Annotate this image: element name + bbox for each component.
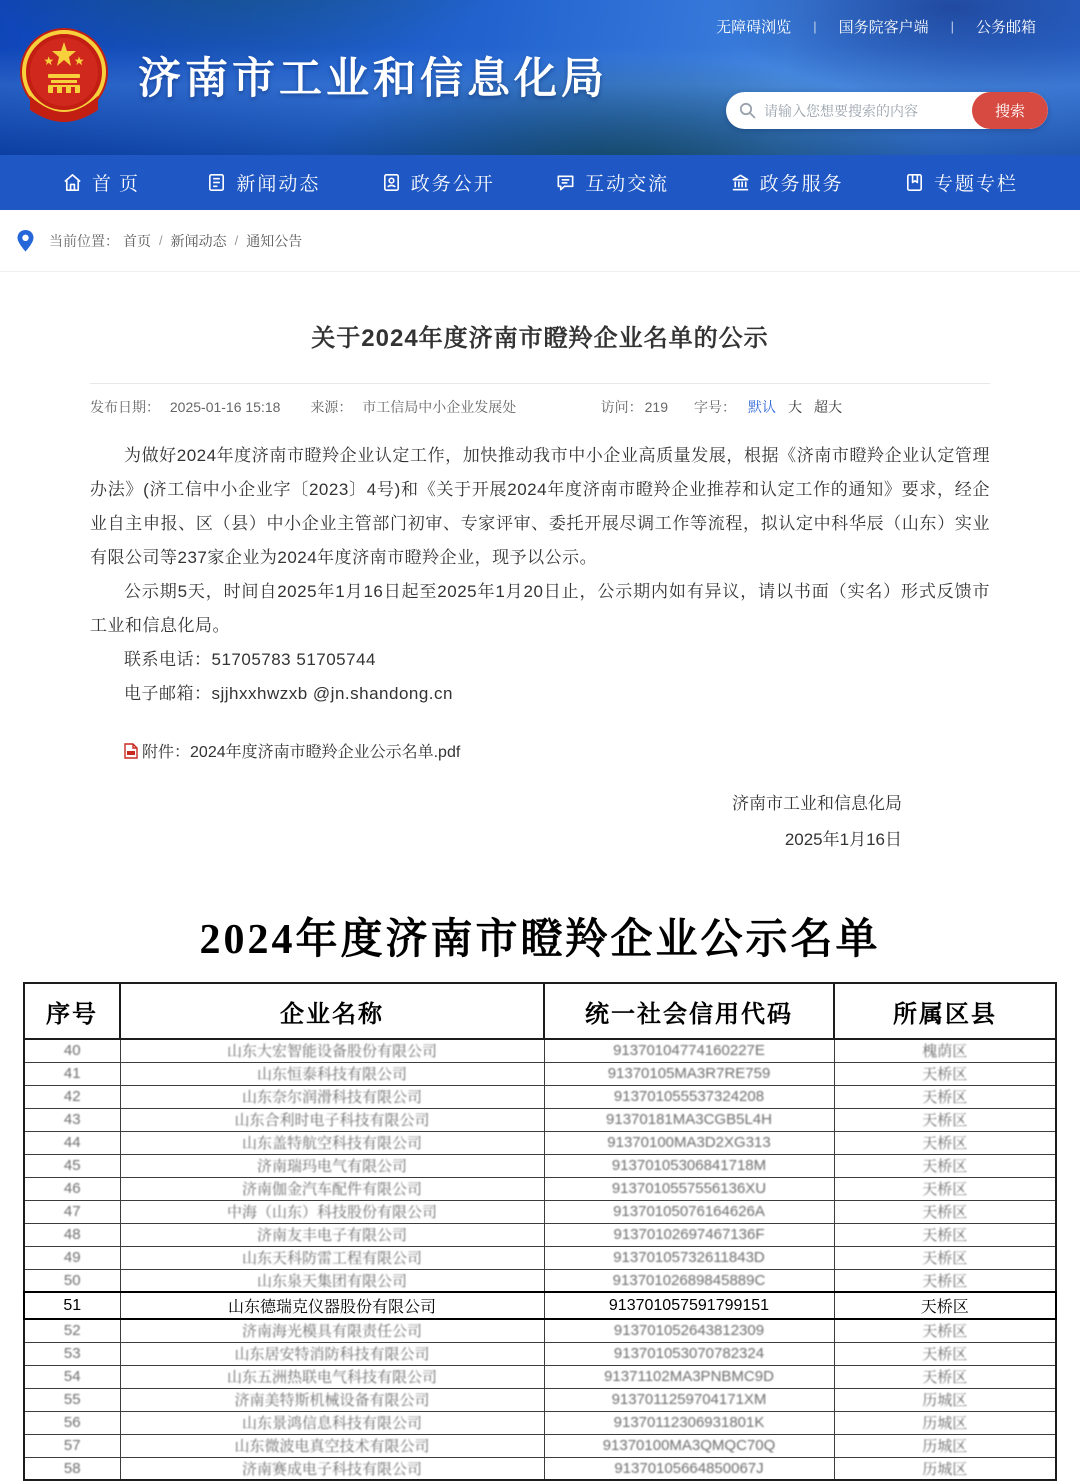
cell-no: 56	[24, 1411, 120, 1434]
cell-no: 55	[24, 1388, 120, 1411]
utility-links	[694, 16, 1058, 37]
cell-district: 天桥区	[834, 1292, 1056, 1319]
cell-credit-code: 9137010557556136XU	[544, 1177, 834, 1200]
header-company-name: 企业名称	[120, 983, 544, 1039]
cell-company-name: 山东微波电真空技术有限公司	[120, 1434, 544, 1457]
cell-no: 44	[24, 1131, 120, 1154]
cell-company-name: 中海（山东）科技股份有限公司	[120, 1200, 544, 1223]
breadcrumb-separator: /	[234, 233, 239, 248]
location-pin-icon	[16, 229, 35, 253]
cell-district: 天桥区	[834, 1223, 1056, 1246]
cell-district: 历城区	[834, 1411, 1056, 1434]
cell-credit-code: 913701057591799151	[544, 1292, 834, 1319]
cell-no: 41	[24, 1062, 120, 1085]
cell-company-name: 山东居安特消防科技有限公司	[120, 1342, 544, 1365]
table-row	[24, 1039, 1056, 1062]
breadcrumb-item-notices[interactable]: 通知公告	[246, 232, 303, 249]
nav-item-topics[interactable]	[904, 169, 1018, 196]
gov-client-link[interactable]: 国务院客户端	[838, 19, 929, 36]
cell-credit-code: 91370105732611843D	[544, 1246, 834, 1269]
cell-credit-code: 91371102MA3PNBMC9D	[544, 1365, 834, 1388]
topics-icon	[904, 172, 925, 193]
cell-no: 43	[24, 1108, 120, 1131]
cell-credit-code: 913701055537324208	[544, 1085, 834, 1108]
article-title: 关于2024年度济南市瞪羚企业名单的公示	[311, 325, 769, 352]
cell-no: 42	[24, 1085, 120, 1108]
cell-no: 40	[24, 1039, 120, 1062]
cell-district: 槐荫区	[834, 1039, 1056, 1062]
fontsize-label: 字号：	[694, 399, 736, 415]
table-row	[24, 1342, 1056, 1365]
divider: |	[813, 19, 817, 34]
cell-district: 天桥区	[834, 1108, 1056, 1131]
cell-credit-code: 91370102697467136F	[544, 1223, 834, 1246]
cell-company-name: 山东泉天集团有限公司	[120, 1269, 544, 1292]
contact-phone: 联系电话：51705783 51705744	[124, 650, 376, 669]
cell-no: 49	[24, 1246, 120, 1269]
cell-district: 历城区	[834, 1388, 1056, 1411]
header-district: 所属区县	[834, 983, 1056, 1039]
cell-no: 47	[24, 1200, 120, 1223]
table-row	[24, 1457, 1056, 1480]
site-header	[0, 0, 1080, 155]
contact-email: 电子邮箱：sjjhxxhwzxb @jn.shandong.cn	[124, 684, 453, 703]
signature-org: 济南市工业和信息化局	[732, 794, 902, 813]
interaction-icon	[555, 172, 576, 193]
cell-company-name: 济南海光模具有限责任公司	[120, 1319, 544, 1342]
cell-no: 45	[24, 1154, 120, 1177]
cell-credit-code: 913701053070782324	[544, 1342, 834, 1365]
attachment-label: 附件：	[142, 744, 191, 761]
breadcrumb-label: 当前位置：	[49, 232, 119, 249]
attachment-row	[90, 739, 990, 762]
cell-company-name: 山东大宏智能设备股份有限公司	[120, 1039, 544, 1062]
cell-credit-code: 91370105664850067J	[544, 1457, 834, 1480]
table-row	[24, 1108, 1056, 1131]
cell-district: 历城区	[834, 1434, 1056, 1457]
nav-label: 政务服务	[759, 174, 844, 195]
cell-credit-code: 91370105306841718M	[544, 1154, 834, 1177]
table-row	[24, 1085, 1056, 1108]
search-icon	[739, 102, 756, 119]
nav-label: 新闻动态	[236, 174, 321, 195]
cell-credit-code: 91370104774160227E	[544, 1039, 834, 1062]
paragraph: 为做好2024年度济南市瞪羚企业认定工作，加快推动我市中小企业高质量发展，根据《济南市瞪羚企业认定管理办法》(济工信中小企业字〔2023〕4号)和《关于开展2024年度济南市瞪羚企业推荐和认定工作的通知》要求，经企业自主申报、区（县）中小企业主管部门初审、专家评审、委托开展尽调工作等流程，拟认定中科华辰（山东）实业有限公司等237家企业为2024年度济南市瞪羚企业，现予以公示。	[90, 446, 990, 567]
search-input[interactable]	[764, 103, 972, 119]
table-row	[24, 1131, 1056, 1154]
company-table	[23, 982, 1057, 1481]
cell-district: 天桥区	[834, 1319, 1056, 1342]
cell-credit-code: 91370181MA3CGB5L4H	[544, 1108, 834, 1131]
breadcrumb-item-news[interactable]: 新闻动态	[170, 232, 227, 249]
cell-no: 57	[24, 1434, 120, 1457]
cell-district: 历城区	[834, 1457, 1056, 1480]
article-meta	[90, 384, 990, 427]
cell-company-name: 济南友丰电子有限公司	[120, 1223, 544, 1246]
publish-date-label: 发布日期：	[90, 399, 160, 415]
table-row	[24, 1062, 1056, 1085]
cell-company-name: 济南赛成电子科技有限公司	[120, 1457, 544, 1480]
nav-label: 专题专栏	[933, 174, 1018, 195]
fontsize-large[interactable]: 大	[788, 399, 802, 415]
national-emblem-icon	[18, 26, 110, 124]
cell-district: 天桥区	[834, 1269, 1056, 1292]
news-icon	[206, 172, 227, 193]
cell-district: 天桥区	[834, 1177, 1056, 1200]
cell-no: 52	[24, 1319, 120, 1342]
cell-credit-code: 913701052643812309	[544, 1319, 834, 1342]
cell-credit-code: 91370100MA3QMQC70Q	[544, 1434, 834, 1457]
cell-company-name: 山东盖特航空科技有限公司	[120, 1131, 544, 1154]
cell-district: 天桥区	[834, 1131, 1056, 1154]
meta-right	[601, 397, 990, 417]
divider: |	[950, 19, 954, 34]
nav-label: 政务公开	[410, 174, 495, 195]
home-icon	[62, 172, 83, 193]
nav-item-services[interactable]	[730, 169, 844, 196]
cell-district: 天桥区	[834, 1154, 1056, 1177]
breadcrumb	[0, 210, 1080, 272]
signature-block	[90, 786, 990, 858]
cell-no: 46	[24, 1177, 120, 1200]
search-button[interactable]: 搜索	[972, 92, 1048, 129]
cell-no: 51	[24, 1292, 120, 1319]
cell-company-name: 山东天科防雷工程有限公司	[120, 1246, 544, 1269]
cell-company-name: 济南伽金汽车配件有限公司	[120, 1177, 544, 1200]
cell-credit-code: 91370105MA3R7RE759	[544, 1062, 834, 1085]
attachment-link[interactable]: 2024年度济南市瞪羚企业公示名单.pdf	[190, 744, 461, 761]
table-row	[24, 1434, 1056, 1457]
services-icon	[730, 172, 751, 193]
table-row	[24, 1292, 1056, 1319]
article-body	[90, 427, 990, 711]
fontsize-xlarge[interactable]: 超大	[814, 399, 842, 415]
cell-company-name: 济南瑞玛电气有限公司	[120, 1154, 544, 1177]
site-title: 济南市工业和信息化局	[138, 54, 608, 103]
cell-district: 天桥区	[834, 1062, 1056, 1085]
cell-district: 天桥区	[834, 1342, 1056, 1365]
cell-company-name: 山东景鸿信息科技有限公司	[120, 1411, 544, 1434]
header-no: 序号	[24, 983, 120, 1039]
search-bar	[726, 92, 1048, 129]
table-row	[24, 1200, 1056, 1223]
paragraph: 公示期5天，时间自2025年1月16日起至2025年1月20日止，公示期内如有异议，请以书面（实名）形式反馈市工业和信息化局。	[90, 582, 990, 635]
cell-credit-code: 91370102689845889C	[544, 1269, 834, 1292]
cell-company-name: 山东奈尔润滑科技有限公司	[120, 1085, 544, 1108]
breadcrumb-separator: /	[159, 233, 163, 248]
cell-company-name: 济南美特斯机械设备有限公司	[120, 1388, 544, 1411]
table-row	[24, 1177, 1056, 1200]
signature-date: 2025年1月16日	[784, 830, 902, 849]
nav-item-interaction[interactable]	[555, 169, 669, 196]
cell-credit-code: 91370100MA3D2XG313	[544, 1131, 834, 1154]
cell-district: 天桥区	[834, 1085, 1056, 1108]
brand	[18, 26, 608, 124]
table-row	[24, 1223, 1056, 1246]
publish-date: 2025-01-16 15:18	[169, 399, 281, 415]
nav-item-home[interactable]	[62, 169, 146, 196]
breadcrumb-item-home[interactable]: 首页	[123, 232, 151, 249]
cell-no: 53	[24, 1342, 120, 1365]
table-row	[24, 1388, 1056, 1411]
cell-district: 天桥区	[834, 1200, 1056, 1223]
pdf-icon	[124, 743, 138, 759]
fontsize-default[interactable]: 默认	[748, 399, 776, 415]
article	[90, 272, 990, 858]
visits-label: 访问：	[600, 399, 643, 415]
nav-label: 互动交流	[585, 174, 670, 195]
nav-item-news[interactable]	[206, 169, 320, 196]
nav-label: 首页	[92, 174, 147, 195]
table-header-row	[24, 983, 1056, 1039]
cell-credit-code: 9137011259704171XM	[544, 1388, 834, 1411]
cell-district: 天桥区	[834, 1246, 1056, 1269]
table-row	[24, 1269, 1056, 1292]
cell-credit-code: 91370105076164626A	[544, 1200, 834, 1223]
cell-no: 54	[24, 1365, 120, 1388]
main-nav	[0, 155, 1080, 210]
cell-company-name: 山东五洲热联电气科技有限公司	[120, 1365, 544, 1388]
cell-district: 天桥区	[834, 1365, 1056, 1388]
source-label: 来源：	[310, 399, 353, 415]
table-row	[24, 1154, 1056, 1177]
meta-left	[90, 397, 522, 417]
table-row	[24, 1246, 1056, 1269]
cell-company-name: 山东德瑞克仪器股份有限公司	[120, 1292, 544, 1319]
cell-no: 50	[24, 1269, 120, 1292]
cell-company-name: 山东合利时电子科技有限公司	[120, 1108, 544, 1131]
table-row	[24, 1319, 1056, 1342]
disclosure-icon	[381, 172, 402, 193]
cell-no: 58	[24, 1457, 120, 1480]
official-mail-link[interactable]: 公务邮箱	[975, 19, 1036, 36]
cell-credit-code: 91370112306931801K	[544, 1411, 834, 1434]
accessibility-link[interactable]: 无障碍浏览	[716, 19, 792, 36]
header-credit-code: 统一社会信用代码	[544, 983, 834, 1039]
table-row	[24, 1365, 1056, 1388]
cell-no: 48	[24, 1223, 120, 1246]
visits-count: 219	[644, 399, 668, 415]
nav-item-disclosure[interactable]	[381, 169, 495, 196]
company-list-title: 2024年度济南市瞪羚企业公示名单	[199, 917, 881, 963]
source-value: 市工信局中小企业发展处	[362, 399, 517, 415]
cell-company-name: 山东恒泰科技有限公司	[120, 1062, 544, 1085]
